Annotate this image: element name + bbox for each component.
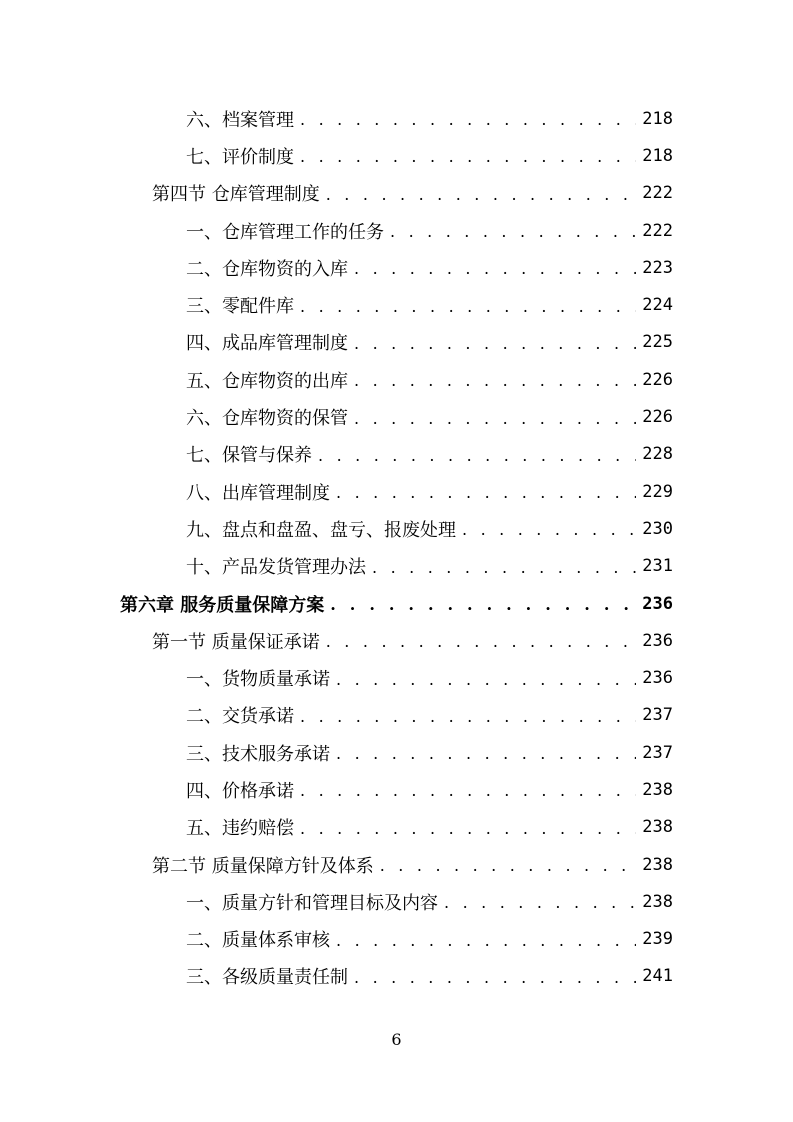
toc-leader-dots [336,931,636,950]
toc-entry-page: 226 [642,369,673,390]
toc-chapter-entry[interactable] [0,585,793,622]
toc-entry-page: 222 [642,220,673,241]
toc-entry[interactable] [0,958,793,995]
toc-entry[interactable] [0,361,793,398]
toc-entry-title: 三、零配件库 [186,296,294,318]
toc-entry-title: 三、技术服务承诺 [186,743,330,765]
toc-entry-title: 第四节 仓库管理制度 [152,184,320,206]
toc-entry[interactable] [0,324,793,361]
toc-entry-page: 218 [642,108,673,129]
toc-leader-dots [354,968,636,987]
toc-entry[interactable] [0,212,793,249]
toc-entry[interactable] [0,286,793,323]
toc-entry[interactable] [0,771,793,808]
toc-leader-dots [444,893,636,912]
toc-entry-page: 237 [642,705,673,726]
page-number: 6 [391,1030,402,1049]
toc-entry-page: 226 [642,407,673,428]
toc-leader-dots [336,483,636,502]
toc-entry[interactable] [0,175,793,212]
toc-entry-title: 第一节 质量保证承诺 [152,631,320,653]
toc-entry[interactable] [0,548,793,585]
toc-leader-dots [354,259,636,278]
toc-entry-page: 238 [642,891,673,912]
toc-entry-page: 238 [642,854,673,875]
toc-leader-dots [330,595,636,614]
toc-entry-page: 225 [642,332,673,353]
toc-entry[interactable] [0,398,793,435]
toc-leader-dots [380,856,637,875]
toc-entry-title: 五、仓库物资的出库 [186,370,348,392]
toc-leader-dots [300,781,636,800]
toc-leader-dots [300,707,636,726]
toc-entry-title: 四、成品库管理制度 [186,333,348,355]
toc-entry-title: 六、档案管理 [186,109,294,131]
toc-entry-title: 一、质量方针和管理目标及内容 [186,892,438,914]
toc-leader-dots [300,297,636,316]
toc-entry-title: 七、保管与保养 [186,445,312,467]
toc-entry[interactable] [0,100,793,137]
toc-entry-page: 228 [642,444,673,465]
toc-entry[interactable] [0,659,793,696]
toc-entry-page: 237 [642,742,673,763]
toc-leader-dots [336,744,636,763]
toc-entry-title: 八、出库管理制度 [186,482,330,504]
toc-entry-page: 223 [642,257,673,278]
toc-entry-page: 238 [642,779,673,800]
toc-leader-dots [462,520,636,539]
toc-entry-page: 238 [642,817,673,838]
toc-entry-title: 三、各级质量责任制 [186,967,348,989]
toc-entry[interactable] [0,473,793,510]
toc-entry-title: 第六章 服务质量保障方案 [120,594,325,616]
toc-entry[interactable] [0,809,793,846]
toc-leader-dots [326,632,637,651]
toc-entry[interactable] [0,137,793,174]
toc-entry[interactable] [0,249,793,286]
toc-leader-dots [336,670,636,689]
toc-entry-page: 218 [642,145,673,166]
toc-entry-page: 231 [642,556,673,577]
toc-entry-page: 236 [642,630,673,651]
toc-entry-title: 第二节 质量保障方针及体系 [152,855,374,877]
toc-entry-title: 七、评价制度 [186,146,294,168]
toc-entry-title: 二、质量体系审核 [186,930,330,952]
toc-entry-page: 239 [642,929,673,950]
toc-leader-dots [300,110,636,129]
toc-entry-page: 241 [642,966,673,987]
toc-leader-dots [318,446,636,465]
toc-leader-dots [300,147,636,166]
toc-leader-dots [354,371,636,390]
toc-entry[interactable] [0,734,793,771]
toc-entry-title: 六、仓库物资的保管 [186,408,348,430]
toc-entry-title: 二、仓库物资的入库 [186,258,348,280]
toc-leader-dots [372,558,636,577]
toc-entry-page: 222 [642,183,673,204]
toc-entry-page: 236 [642,668,673,689]
toc-entry-title: 十、产品发货管理办法 [186,557,366,579]
toc-entry-title: 二、交货承诺 [186,706,294,728]
toc-entry-page: 229 [642,481,673,502]
toc-leader-dots [300,819,636,838]
toc-entry-page: 230 [642,518,673,539]
toc-entry-title: 一、货物质量承诺 [186,669,330,691]
toc-entry[interactable] [0,697,793,734]
toc-entry[interactable] [0,883,793,920]
toc-entry-title: 四、价格承诺 [186,780,294,802]
toc-entry[interactable] [0,921,793,958]
toc-leader-dots [354,334,636,353]
toc-entry-title: 五、违约赔偿 [186,818,294,840]
toc-entry-page: 224 [642,295,673,316]
toc-entry-title: 一、仓库管理工作的任务 [186,221,384,243]
toc-entry[interactable] [0,436,793,473]
toc-entry[interactable] [0,622,793,659]
table-of-contents [0,100,793,995]
toc-entry[interactable] [0,510,793,547]
toc-entry-page: 236 [642,593,673,614]
toc-leader-dots [326,185,637,204]
toc-leader-dots [354,409,636,428]
toc-leader-dots [390,222,636,241]
toc-entry[interactable] [0,846,793,883]
toc-entry-title: 九、盘点和盘盈、盘亏、报废处理 [186,519,456,541]
